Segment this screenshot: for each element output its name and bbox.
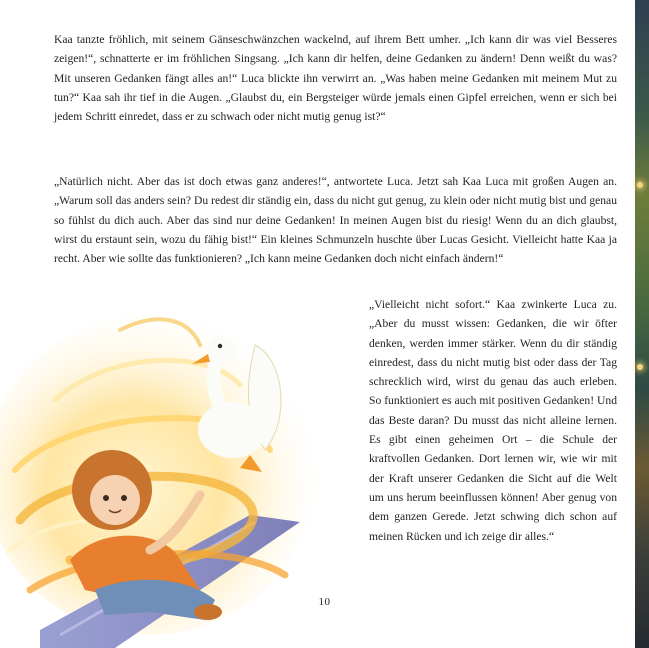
page-number: 10 [318, 596, 331, 608]
story-paragraph-2: „Natürlich nicht. Aber das ist doch etwas ganz anderes!“, antwortete Luca. Jetzt sah Kaa Luca mit großen Augen an. „Warum soll das anders sein? Du redest dir ständig ein, dass du nicht gut genug, zu klein oder nicht mutig bist und genau so fühlst du dich auch. Aber das sind nur deine Gedanken! In meinen Augen bist du riesig! Wenn du an dich glaubst, wirst du erstaunt sein, wozu du fähig bist!“ Ein kleines Schmunzeln huschte über Lucas Gesicht. Vielleicht hatte Kaa ja recht. Aber wie sollte das funktionieren? „Ich kann meine Gedanken doch nicht einfach ändern!“ [54, 175, 617, 266]
eye [103, 495, 109, 501]
story-paragraph-3: „Vielleicht nicht sofort.“ Kaa zwinkerte Luca zu. „Aber du musst wissen: Gedanken, die wir öfter denken, werden immer stärker. Wenn du dir ständig einredest, dass du nicht mutig bist oder dass der Tag schrecklich wird, wirst du genau das auch erleben. So funktioniert es auch mit positiven Gedanken! Und das Beste daran? Du musst das nicht alleine lernen. Es gibt einen geheimen Ort – die Schule der kraftvollen Gedanken. Dort lernen wir, wie wir mit der Kraft unserer Gedanken die Sicht auf die Welt um uns herum beeinflussen können! Aber genug von dem ganzen Gerede. Jetzt schwing dich schon auf meinen Rücken und ich zeige dir alles.“ [369, 298, 617, 543]
goose-eye [218, 344, 222, 348]
goose-body [198, 402, 266, 458]
lantern-glow [637, 364, 643, 370]
lantern-glow [637, 182, 643, 188]
story-paragraph-1: Kaa tanzte fröhlich, mit seinem Gänseschwänzchen wackelnd, auf ihrem Bett umher. „Ich kann dir was viel Besseres zeigen!“, schnatterte er im fröhlichen Singsang. „Ich kann dir helfen, deine Gedanken zu ändern! Denn weißt du was? Mit unseren Gedanken fängt alles an!“ Luca blickte ihn verwirrt an. „Was haben meine Gedanken mit meinem Mut zu tun?“ Kaa sah ihr tief in die Augen. „Glaubst du, ein Bergsteiger würde jemals einen Gipfel erreichen, wenn er sich bei jedem Schritt einredet, dass er zu schwach oder nicht mutig genug ist?“ [54, 33, 617, 124]
goose-head [208, 336, 236, 364]
eye [121, 495, 127, 501]
illustration-luca-and-kaa [0, 290, 330, 648]
face [90, 475, 140, 525]
adjacent-page-edge [635, 0, 649, 648]
